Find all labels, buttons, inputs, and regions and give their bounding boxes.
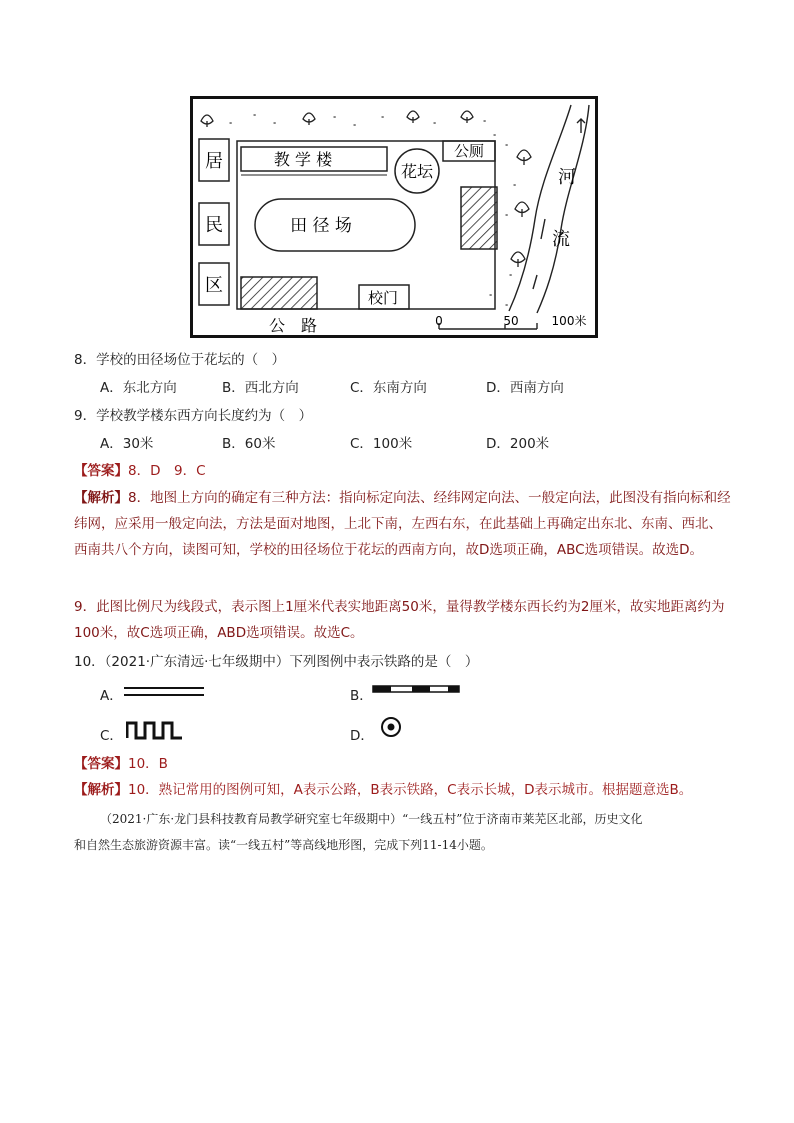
svg-text:ᐤ: ᐤ bbox=[489, 292, 493, 301]
school-map bbox=[190, 96, 598, 338]
legend-city-icon bbox=[380, 716, 402, 738]
svg-text:ᐤ: ᐤ bbox=[333, 114, 337, 123]
teaching-building-label: 教 学 楼 bbox=[273, 150, 333, 169]
analysis-9-text: 9．此图比例尺为线段式，表示图上1厘米代表实地距离50米，量得教学楼东西长约为2厘米，故实地距离约为100米，故C选项正确，ABD选项错误。故选C。 bbox=[74, 599, 725, 641]
answer-10-value: 10．B bbox=[128, 756, 168, 772]
question-8-stem: 8．学校的田径场位于花坛的（ ） bbox=[74, 352, 286, 368]
answer-tag: 【答案】 bbox=[74, 463, 128, 479]
answer-10 bbox=[74, 754, 168, 774]
analysis-10 bbox=[74, 780, 692, 800]
analysis-8-text: 8．地图上方向的确定有三种方法：指向标定向法、经纬网定向法、一般定向法，此图没有指向标和经纬网，应采用一般定向法，方法是面对地图，上北下南，左西右东，在此基础上再确定出东北、东南、西北、西南共八个方向，读图可知，学校的田径场位于花坛的西南方向，故D选项正确，ABC选项错误。故选D。 bbox=[74, 490, 731, 558]
q9-option-b[interactable]: B．60米 bbox=[222, 436, 276, 452]
q8-option-b[interactable]: B．西北方向 bbox=[222, 380, 299, 396]
svg-text:ᐤ: ᐤ bbox=[433, 120, 437, 129]
scale-label-100: 100米 bbox=[551, 314, 587, 328]
analysis-10-text: 10．熟记常用的图例可知，A表示公路，B表示铁路，C表示长城，D表示城市。根据题意选B。 bbox=[128, 782, 693, 798]
river-label-1: 河 bbox=[558, 167, 576, 188]
answer-10-tag: 【答案】 bbox=[74, 756, 128, 772]
legend-highway-icon bbox=[124, 686, 204, 698]
svg-text:ᐤ: ᐤ bbox=[493, 132, 497, 141]
svg-text:ᐤ: ᐤ bbox=[505, 302, 509, 311]
q10-option-c[interactable]: C． bbox=[100, 728, 123, 744]
svg-text:ᐤ: ᐤ bbox=[273, 120, 277, 129]
q8-option-a[interactable]: A．东北方向 bbox=[100, 380, 177, 396]
scale-label-0: 0 bbox=[435, 314, 443, 328]
svg-text:ᐤ: ᐤ bbox=[509, 272, 513, 281]
scale-label-50: 50 bbox=[503, 314, 519, 328]
gate-label: 校门 bbox=[367, 289, 399, 307]
q10-option-b[interactable]: B． bbox=[350, 688, 373, 704]
hatched-building-east bbox=[461, 187, 497, 249]
residential-label-2: 民 bbox=[205, 215, 223, 236]
svg-text:ᐤ: ᐤ bbox=[253, 112, 257, 121]
question-9-stem: 9．学校教学楼东西方向长度约为（ ） bbox=[74, 408, 313, 424]
analysis-tag: 【解析】 bbox=[74, 490, 128, 506]
svg-text:ᐤ: ᐤ bbox=[483, 118, 487, 127]
river-label-2: 流 bbox=[552, 229, 570, 250]
intro-line-1: （2021·广东·龙门县科技教育局教学研究室七年级期中）“一线五村”位于济南市莱芜区北部，历史文化 bbox=[100, 812, 643, 826]
hatched-building-southwest bbox=[241, 277, 317, 309]
q10-option-d[interactable]: D． bbox=[350, 728, 374, 744]
residential-label-1: 居 bbox=[205, 151, 223, 172]
flower-bed-label: 花坛 bbox=[400, 162, 434, 181]
residential-label-3: 区 bbox=[205, 275, 223, 296]
answer-8-9 bbox=[74, 461, 206, 481]
svg-text:ᐤ: ᐤ bbox=[505, 212, 509, 221]
legend-railway-icon bbox=[372, 684, 462, 696]
legend-great-wall-icon bbox=[126, 720, 184, 740]
svg-text:ᐤ: ᐤ bbox=[353, 122, 357, 131]
track-field-label: 田 径 场 bbox=[290, 216, 352, 236]
analysis-10-tag: 【解析】 bbox=[74, 782, 128, 798]
q10-option-a[interactable]: A． bbox=[100, 688, 123, 704]
intro-line-2: 和自然生态旅游资源丰富。读“一线五村”等高线地形图，完成下列11-14小题。 bbox=[74, 838, 493, 852]
analysis-8 bbox=[74, 485, 734, 563]
q8-option-c[interactable]: C．东南方向 bbox=[350, 380, 427, 396]
school-map-drawing bbox=[193, 99, 595, 335]
q9-option-a[interactable]: A．30米 bbox=[100, 436, 154, 452]
q9-option-d[interactable]: D．200米 bbox=[486, 436, 550, 452]
road-label: 公 路 bbox=[269, 316, 318, 335]
toilet-label: 公厕 bbox=[453, 142, 485, 160]
question-10-stem: 10．（2021·广东清远·七年级期中）下列图例中表示铁路的是（ ） bbox=[74, 654, 479, 670]
answer-8-9-value: 8．D 9．C bbox=[128, 463, 206, 479]
tree-icons-right bbox=[511, 150, 531, 267]
q9-option-c[interactable]: C．100米 bbox=[350, 436, 413, 452]
svg-text:ᐤ: ᐤ bbox=[513, 182, 517, 191]
svg-text:ᐤ: ᐤ bbox=[229, 120, 233, 129]
q8-option-d[interactable]: D．西南方向 bbox=[486, 380, 564, 396]
svg-text:ᐤ: ᐤ bbox=[505, 142, 509, 151]
river-shape bbox=[509, 105, 589, 313]
svg-text:ᐤ: ᐤ bbox=[381, 114, 385, 123]
